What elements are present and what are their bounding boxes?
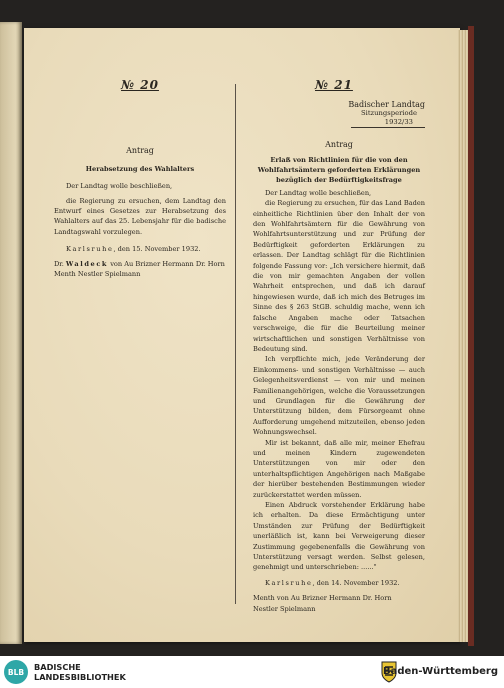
left-column <box>54 80 226 279</box>
blb-logo-icon[interactable]: BLB <box>4 660 28 684</box>
left-lead: Der Landtag wolle beschließen, <box>66 182 173 191</box>
right-body-4: Einen Abdruck vorstehender Erklärung habe ich erhalten. Da diese Ermächtigung unter Umständen zur Prüfung der Bedürftigkeit unerläßlich ist, kann bei Verweigerung dieser Zustimmung gegebenenfalls die Gewährung von Unterstützung versagt werden. Selbst gelesen, genehmigt und unterschrieben: ......" <box>253 501 425 572</box>
right-signers-line1: Menth von Au Brizner Hermann Dr. Horn <box>253 594 392 603</box>
state-name[interactable]: Baden-Württemberg <box>382 666 498 677</box>
column-divider <box>235 84 236 604</box>
header-years: 1932/33 <box>384 118 413 127</box>
right-signers-line2: Nestler Spielmann <box>253 604 316 613</box>
right-body-1: die Regierung zu ersuchen, für das Land Baden einheitliche Richtlinien über den Inhalt der von den Wohlfahrtsämtern für die Gewährung von Wohlfahrtsunterstützung und zur Prüfung der Bedürftigkeit geforderten Erklärungen zu erlassen. Der Landtag schlägt für die Richtlinien folgende Fassung vor: „Ich versichere hiermit, daß die von mir gemachten Angaben der vollen Wahrheit entsprechen, und daß ich darauf hingewiesen wurde, daß ich mich des Betruges im Sinne des § 263 StGB. schuldig mache, wenn ich falsche Angaben mache oder Tatsachen verschweige, die für die Beurteilung meiner wirtschaftlichen und sonstigen Verhältnisse von Bedeutung sind. <box>253 199 425 353</box>
library-name[interactable] <box>34 662 126 682</box>
left-number: № 20 <box>121 78 159 92</box>
left-place: Karlsruhe <box>66 245 114 254</box>
right-place: Karlsruhe <box>265 578 313 587</box>
header-session: Sitzungsperiode <box>361 109 417 118</box>
previous-page-edge <box>0 22 22 644</box>
left-date: , den 15. November 1932. <box>113 245 201 254</box>
right-number: № 21 <box>315 78 353 92</box>
left-signers-line1: Dr. Waldeck von Au Brizner Hermann Dr. Horn <box>54 259 225 268</box>
left-place-date <box>54 244 226 254</box>
footer-bar <box>0 656 504 688</box>
right-subheading: Erlaß von Richtlinien für die von den Wohlfahrtsämtern geforderten Erklärungen bezüglich der Bedürftigkeitsfrage <box>257 155 421 184</box>
right-place-date <box>253 578 425 588</box>
header-title: Badischer Landtag <box>348 100 425 110</box>
left-heading: Antrag <box>126 146 154 156</box>
right-body-3: Mir ist bekannt, daß alle mir, meiner Ehefrau und meinen Kindern zugewendeten Unterstützungen von mir oder den unterhaltspflichtigen Angehörigen nach Maßgabe der hierüber bestehenden Bestimmungen wieder zurückerstattet werden müssen. <box>253 438 425 499</box>
right-date: , den 14. November 1932. <box>312 578 400 587</box>
left-subheading: Herabsetzung des Wahlalters <box>85 164 195 173</box>
library-name-line1: BADISCHE <box>34 662 81 672</box>
right-body-2: Ich verpflichte mich, jede Veränderung der Einkommens- und sonstigen Verhältnisse — auch Gelegenheitsverdienst — von mir und meinen Familienangehörigen, welche die Voraussetzungen und Grundlagen für die Gewährung der Unterstützung bilden, dem Fürsorgeamt ohne Aufforderung umgehend mitzuteilen, ebenso jeden Wohnungswechsel. <box>253 355 425 437</box>
right-column <box>253 80 425 614</box>
book-cover-edge <box>468 26 474 646</box>
left-signers-line2: Menth Nestler Spielmann <box>54 270 141 279</box>
right-lead: Der Landtag wolle beschließen, <box>265 188 372 197</box>
right-header <box>253 100 425 128</box>
left-body: die Regierung zu ersuchen, dem Landtag den Entwurf eines Gesetzes zur Herabsetzung des Wahlalters auf das 25. Lebensjahr für die badische Landtagswahl vorzulegen. <box>54 196 226 236</box>
library-name-line2: LANDESBIBLIOTHEK <box>34 672 126 682</box>
right-heading: Antrag <box>325 140 353 150</box>
